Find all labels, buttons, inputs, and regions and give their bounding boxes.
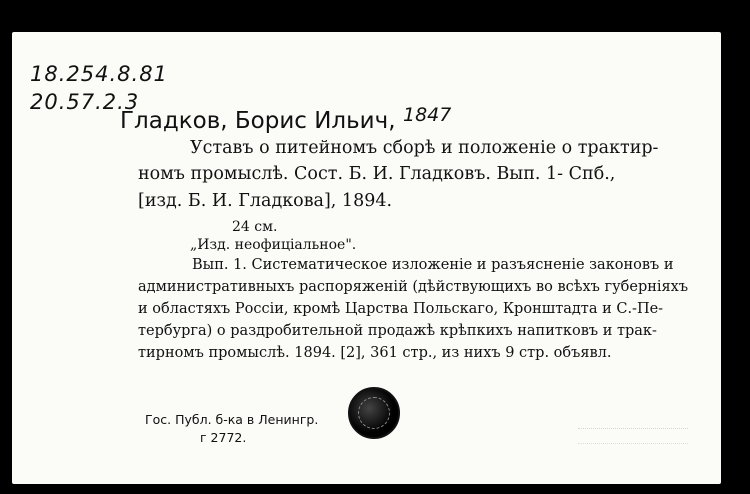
call-number-2: 20.57.2.3 [30,90,140,114]
size-note: 24 см. [232,219,278,235]
scan-border-top [0,0,750,32]
author-birth-year: 1847 [403,104,452,126]
call-number-1: 18.254.8.81 [30,62,168,86]
title-line-2: номъ промыслѣ. Сост. Б. И. Гладковъ. Вып. 1- Спб., [138,164,616,184]
edition-note: „Изд. неофиціальное". [190,237,357,253]
title-line-3: [изд. Б. И. Гладкова], 1894. [138,191,393,211]
description-line-5: тирномъ промыслѣ. 1894. [2], 361 стр., из нихъ 9 стр. объявл. [138,345,612,361]
author-heading: Гладков, Борис Ильич, [120,108,396,134]
description-line-1: Вып. 1. Систематическое изложеніе и разъясненіе законовъ и [192,257,674,273]
faint-stamp-mark [578,428,688,444]
description-line-3: и областяхъ Россіи, кромѣ Царства Польскаго, Кронштадта и С.-Пе- [138,301,664,317]
library-stamp-line-2: г 2772. [200,430,247,445]
title-line-1: Уставъ о питейномъ сборѣ и положеніе о трактир- [190,138,659,158]
library-stamp-line-1: Гос. Публ. б-ка в Ленингр. [145,412,319,427]
description-line-4: тербурга) о раздробительной продажѣ крѣпкихъ напитковъ и трак- [138,323,657,339]
description-line-2: административныхъ распоряженій (дѣйствующихъ во всѣхъ губерніяхъ [138,279,689,295]
library-seal-icon [348,387,400,439]
